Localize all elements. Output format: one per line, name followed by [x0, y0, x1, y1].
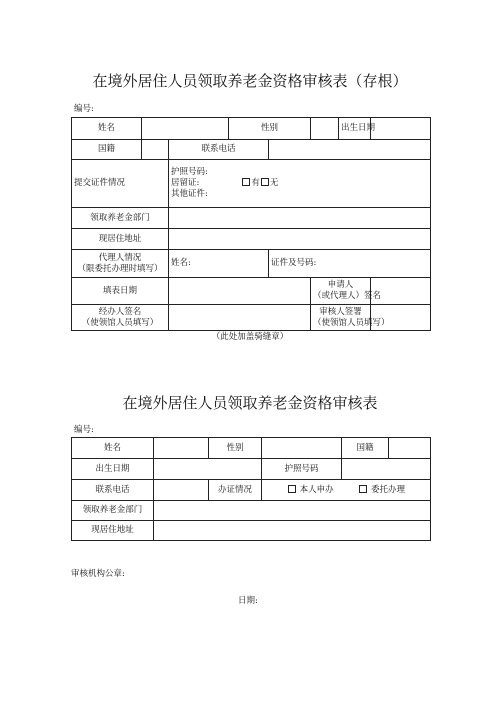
birth-date-field-2[interactable] [154, 459, 262, 480]
self-apply-checkbox[interactable] [288, 485, 296, 493]
seal-note: （此处加盖骑缝章） [211, 332, 289, 342]
pension-dept-field-2[interactable] [154, 501, 431, 521]
name-label: 姓名 [72, 118, 142, 140]
gender-field[interactable] [311, 118, 339, 140]
phone-field[interactable] [269, 140, 431, 160]
reviewer-signature-label: 审核人签署 （使领馆人员填写） [311, 305, 371, 331]
none-checkbox[interactable] [261, 178, 269, 186]
form-title-stub: 在境外居住人员领取养老金资格审核表（存根） [92, 72, 408, 90]
none-option: 无 [269, 178, 279, 188]
nationality-field-2[interactable] [389, 438, 431, 459]
docs-label: 提交证件情况 [72, 160, 169, 208]
address-field-2[interactable] [154, 521, 431, 541]
gender-field-2[interactable] [262, 438, 342, 459]
nationality-label-2: 国籍 [342, 438, 389, 459]
applicant-signature-label: 申请人 （或代理人）签名 [311, 278, 371, 305]
agent-label: 代理人情况 （限委托办理时填写） [72, 250, 169, 278]
serial-label-2: 编号: [74, 425, 94, 435]
phone-field-2[interactable] [154, 480, 209, 501]
fill-date-label: 填表日期 [72, 278, 169, 305]
form-title-main: 在境外居住人员领取养老金资格审核表 [122, 394, 378, 412]
entrusted-checkbox[interactable] [359, 485, 367, 493]
handling-options [262, 480, 431, 501]
birth-date-label: 出生日期 [339, 118, 371, 140]
date-label: 日期: [238, 596, 258, 606]
other-docs-line: 其他证件: [171, 189, 208, 199]
serial-label-1: 编号: [74, 104, 94, 114]
has-option: 有 [251, 178, 260, 188]
seal-label: 审核机构公章: [71, 569, 125, 579]
name-field-2[interactable] [154, 438, 209, 459]
residence-line: 居留证: 有 无 [171, 178, 279, 188]
gender-label: 性别 [229, 118, 311, 140]
main-form-table [71, 437, 431, 541]
address-field[interactable] [169, 229, 431, 250]
handler-signature-label: 经办人签名 （使领馆人员填写） [72, 305, 169, 331]
entrusted-option: 委托办理 [371, 484, 406, 495]
birth-date-label-2: 出生日期 [72, 459, 154, 480]
nationality-field[interactable] [142, 140, 169, 160]
name-field[interactable] [142, 118, 229, 140]
handling-label: 办证情况 [209, 480, 262, 501]
phone-label-2: 联系电话 [72, 480, 154, 501]
stub-form-table [71, 117, 431, 331]
gender-label-2: 性别 [209, 438, 262, 459]
address-label: 现居住地址 [72, 229, 169, 250]
address-label-2: 现居住地址 [72, 521, 154, 541]
self-apply-option: 本人申办 [299, 484, 334, 495]
passport-no-line: 护照号码: [171, 167, 208, 177]
pension-dept-label: 领取养老金部门 [72, 208, 169, 229]
agent-name-field[interactable]: 姓名: [169, 250, 269, 278]
has-checkbox[interactable] [242, 178, 250, 186]
birth-date-field[interactable] [371, 118, 431, 140]
docs-field[interactable] [169, 160, 431, 208]
agent-id-field[interactable]: 证件及号码: [269, 250, 431, 278]
passport-label-2: 护照号码 [262, 459, 342, 480]
name-label-2: 姓名 [72, 438, 154, 459]
handler-signature-field[interactable] [169, 305, 311, 331]
phone-label: 联系电话 [169, 140, 269, 160]
passport-field-2[interactable] [342, 459, 431, 480]
nationality-label: 国籍 [72, 140, 142, 160]
pension-dept-field[interactable] [169, 208, 431, 229]
fill-date-field[interactable] [169, 278, 311, 305]
pension-dept-label-2: 领取养老金部门 [72, 501, 154, 521]
